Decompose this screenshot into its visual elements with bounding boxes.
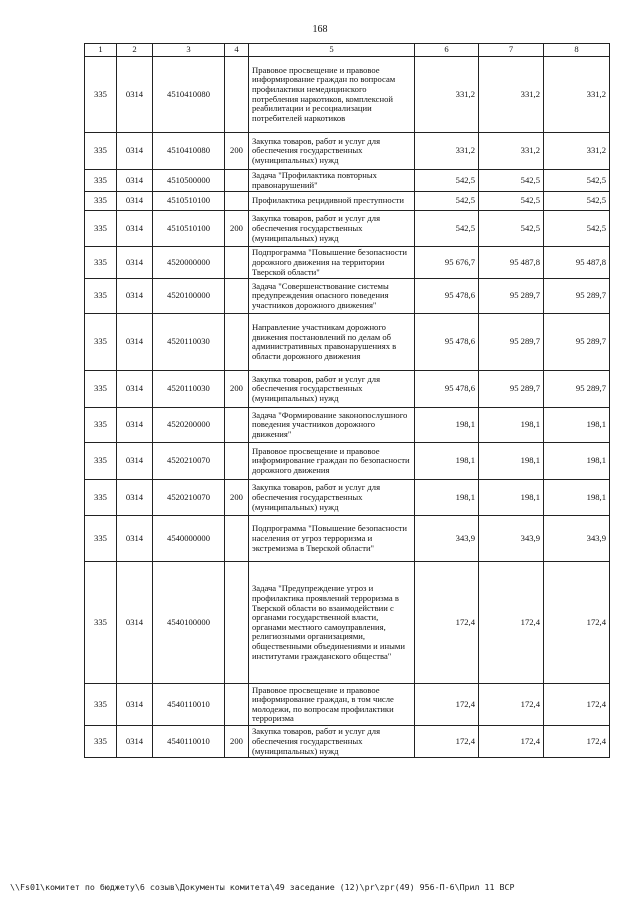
table-row xyxy=(85,443,610,480)
cell-amount-7: 542,5 xyxy=(479,170,544,192)
table-row xyxy=(85,371,610,408)
cell-ministry-code: 335 xyxy=(85,279,117,314)
table-row xyxy=(85,684,610,726)
cell-amount-8: 198,1 xyxy=(544,480,610,516)
cell-expense-type xyxy=(225,516,249,562)
cell-description: Закупка товаров, работ и услуг для обеспечения государственных (муниципальных) нужд xyxy=(249,480,415,516)
cell-target-code: 4520110030 xyxy=(153,371,225,408)
cell-amount-8: 343,9 xyxy=(544,516,610,562)
cell-amount-7: 542,5 xyxy=(479,211,544,247)
cell-expense-type xyxy=(225,314,249,371)
cell-amount-7: 198,1 xyxy=(479,443,544,480)
cell-expense-type xyxy=(225,408,249,443)
cell-ministry-code: 335 xyxy=(85,314,117,371)
cell-description: Правовое просвещение и правовое информирование граждан по вопросам профилактики немедицинского потребления наркотиков, комплексной реабилитации и ресоциализации потребителей наркотиков xyxy=(249,57,415,133)
cell-target-code: 4520200000 xyxy=(153,408,225,443)
table-row xyxy=(85,211,610,247)
cell-ministry-code: 335 xyxy=(85,443,117,480)
table-row xyxy=(85,247,610,279)
cell-amount-6: 542,5 xyxy=(415,170,479,192)
cell-amount-8: 172,4 xyxy=(544,726,610,758)
cell-amount-6: 172,4 xyxy=(415,684,479,726)
cell-ministry-code: 335 xyxy=(85,211,117,247)
cell-ministry-code: 335 xyxy=(85,480,117,516)
cell-expense-type: 200 xyxy=(225,133,249,170)
cell-amount-6: 331,2 xyxy=(415,57,479,133)
cell-amount-6: 95 478,6 xyxy=(415,371,479,408)
cell-amount-7: 95 289,7 xyxy=(479,314,544,371)
cell-expense-type xyxy=(225,57,249,133)
cell-expense-type xyxy=(225,279,249,314)
cell-amount-6: 172,4 xyxy=(415,562,479,684)
cell-amount-8: 198,1 xyxy=(544,408,610,443)
cell-expense-type: 200 xyxy=(225,371,249,408)
cell-ministry-code: 335 xyxy=(85,408,117,443)
cell-amount-8: 198,1 xyxy=(544,443,610,480)
cell-section-code: 0314 xyxy=(117,314,153,371)
table-row xyxy=(85,133,610,170)
cell-amount-7: 198,1 xyxy=(479,408,544,443)
cell-expense-type xyxy=(225,170,249,192)
cell-amount-7: 343,9 xyxy=(479,516,544,562)
cell-target-code: 4510500000 xyxy=(153,170,225,192)
cell-target-code: 4540110010 xyxy=(153,726,225,758)
cell-section-code: 0314 xyxy=(117,562,153,684)
cell-amount-6: 198,1 xyxy=(415,443,479,480)
col-header: 4 xyxy=(225,44,249,57)
cell-target-code: 4520000000 xyxy=(153,247,225,279)
cell-expense-type: 200 xyxy=(225,726,249,758)
cell-section-code: 0314 xyxy=(117,279,153,314)
cell-section-code: 0314 xyxy=(117,684,153,726)
table-row xyxy=(85,480,610,516)
cell-amount-7: 198,1 xyxy=(479,480,544,516)
cell-amount-8: 95 289,7 xyxy=(544,279,610,314)
cell-target-code: 4520110030 xyxy=(153,314,225,371)
cell-section-code: 0314 xyxy=(117,170,153,192)
cell-target-code: 4520100000 xyxy=(153,279,225,314)
cell-description: Закупка товаров, работ и услуг для обеспечения государственных (муниципальных) нужд xyxy=(249,371,415,408)
cell-amount-7: 331,2 xyxy=(479,57,544,133)
table-row xyxy=(85,562,610,684)
cell-ministry-code: 335 xyxy=(85,192,117,211)
cell-expense-type xyxy=(225,562,249,684)
cell-amount-8: 95 487,8 xyxy=(544,247,610,279)
cell-amount-7: 542,5 xyxy=(479,192,544,211)
cell-target-code: 4510410080 xyxy=(153,57,225,133)
cell-ministry-code: 335 xyxy=(85,684,117,726)
cell-amount-7: 172,4 xyxy=(479,726,544,758)
table-row xyxy=(85,170,610,192)
cell-target-code: 4540100000 xyxy=(153,562,225,684)
cell-target-code: 4540000000 xyxy=(153,516,225,562)
page-number: 168 xyxy=(312,24,328,35)
col-header: 5 xyxy=(249,44,415,57)
cell-description: Задача "Профилактика повторных правонарушений" xyxy=(249,170,415,192)
cell-section-code: 0314 xyxy=(117,192,153,211)
cell-amount-8: 331,2 xyxy=(544,133,610,170)
cell-description: Подпрограмма "Повышение безопасности дорожного движения на территории Тверской области" xyxy=(249,247,415,279)
cell-expense-type: 200 xyxy=(225,480,249,516)
table-row xyxy=(85,314,610,371)
cell-description: Закупка товаров, работ и услуг для обеспечения государственных (муниципальных) нужд xyxy=(249,133,415,170)
cell-amount-6: 542,5 xyxy=(415,192,479,211)
cell-section-code: 0314 xyxy=(117,57,153,133)
cell-amount-6: 198,1 xyxy=(415,408,479,443)
cell-amount-7: 172,4 xyxy=(479,562,544,684)
cell-target-code: 4520210070 xyxy=(153,443,225,480)
cell-section-code: 0314 xyxy=(117,371,153,408)
table-row xyxy=(85,192,610,211)
table-row xyxy=(85,726,610,758)
cell-section-code: 0314 xyxy=(117,133,153,170)
cell-description: Правовое просвещение и правовое информирование граждан, в том числе молодежи, по вопросам профилактики терроризма xyxy=(249,684,415,726)
cell-amount-7: 172,4 xyxy=(479,684,544,726)
cell-ministry-code: 335 xyxy=(85,170,117,192)
cell-description: Закупка товаров, работ и услуг для обеспечения государственных (муниципальных) нужд xyxy=(249,726,415,758)
cell-ministry-code: 335 xyxy=(85,726,117,758)
header-row xyxy=(85,44,610,57)
cell-section-code: 0314 xyxy=(117,408,153,443)
cell-ministry-code: 335 xyxy=(85,57,117,133)
cell-description: Задача "Совершенствование системы предупреждения опасного поведения участников дорожного движения" xyxy=(249,279,415,314)
cell-ministry-code: 335 xyxy=(85,133,117,170)
table-row xyxy=(85,57,610,133)
cell-expense-type xyxy=(225,443,249,480)
cell-ministry-code: 335 xyxy=(85,371,117,408)
file-path-footer: \\Fs01\комитет по бюджету\6 созыв\Документы комитета\49 заседание (12)\pr\zpr(49) 956-П-6\Прил 11 ВСР xyxy=(10,882,515,892)
cell-amount-6: 172,4 xyxy=(415,726,479,758)
cell-description: Закупка товаров, работ и услуг для обеспечения государственных (муниципальных) нужд xyxy=(249,211,415,247)
cell-expense-type xyxy=(225,247,249,279)
col-header: 2 xyxy=(117,44,153,57)
cell-amount-8: 542,5 xyxy=(544,192,610,211)
cell-expense-type xyxy=(225,192,249,211)
cell-amount-8: 172,4 xyxy=(544,684,610,726)
cell-description: Правовое просвещение и правовое информирование граждан по безопасности дорожного движения xyxy=(249,443,415,480)
cell-amount-7: 95 289,7 xyxy=(479,279,544,314)
cell-target-code: 4540110010 xyxy=(153,684,225,726)
cell-ministry-code: 335 xyxy=(85,516,117,562)
cell-amount-8: 542,5 xyxy=(544,211,610,247)
cell-target-code: 4510510100 xyxy=(153,211,225,247)
cell-amount-7: 95 289,7 xyxy=(479,371,544,408)
cell-amount-6: 198,1 xyxy=(415,480,479,516)
cell-amount-8: 542,5 xyxy=(544,170,610,192)
table-row xyxy=(85,408,610,443)
cell-section-code: 0314 xyxy=(117,480,153,516)
cell-target-code: 4510510100 xyxy=(153,192,225,211)
cell-ministry-code: 335 xyxy=(85,562,117,684)
cell-amount-7: 95 487,8 xyxy=(479,247,544,279)
col-header: 6 xyxy=(415,44,479,57)
cell-amount-8: 172,4 xyxy=(544,562,610,684)
col-header: 1 xyxy=(85,44,117,57)
cell-amount-8: 95 289,7 xyxy=(544,371,610,408)
cell-section-code: 0314 xyxy=(117,726,153,758)
cell-amount-7: 331,2 xyxy=(479,133,544,170)
cell-description: Профилактика рецидивной преступности xyxy=(249,192,415,211)
cell-amount-6: 95 478,6 xyxy=(415,314,479,371)
cell-target-code: 4510410080 xyxy=(153,133,225,170)
budget-table xyxy=(84,43,610,758)
cell-description: Подпрограмма "Повышение безопасности населения от угроз терроризма и экстремизма в Тверской области" xyxy=(249,516,415,562)
table-row xyxy=(85,516,610,562)
cell-amount-8: 331,2 xyxy=(544,57,610,133)
col-header: 3 xyxy=(153,44,225,57)
cell-amount-6: 95 676,7 xyxy=(415,247,479,279)
cell-amount-6: 95 478,6 xyxy=(415,279,479,314)
cell-section-code: 0314 xyxy=(117,247,153,279)
cell-expense-type: 200 xyxy=(225,211,249,247)
table-row xyxy=(85,279,610,314)
cell-section-code: 0314 xyxy=(117,443,153,480)
cell-section-code: 0314 xyxy=(117,211,153,247)
cell-description: Задача "Предупреждение угроз и профилактика проявлений терроризма в Тверской области во взаимодействии с органами государственной власти, органами местного самоуправления, религиозными организациями, общественными объединениями и иными институтами гражданского общества" xyxy=(249,562,415,684)
cell-amount-6: 331,2 xyxy=(415,133,479,170)
cell-ministry-code: 335 xyxy=(85,247,117,279)
cell-target-code: 4520210070 xyxy=(153,480,225,516)
cell-description: Задача "Формирование законопослушного поведения участников дорожного движения" xyxy=(249,408,415,443)
col-header: 7 xyxy=(479,44,544,57)
col-header: 8 xyxy=(544,44,610,57)
cell-description: Направление участникам дорожного движения постановлений по делам об административных правонарушениях в области дорожного движения xyxy=(249,314,415,371)
cell-expense-type xyxy=(225,684,249,726)
cell-amount-6: 542,5 xyxy=(415,211,479,247)
cell-amount-8: 95 289,7 xyxy=(544,314,610,371)
cell-section-code: 0314 xyxy=(117,516,153,562)
cell-amount-6: 343,9 xyxy=(415,516,479,562)
